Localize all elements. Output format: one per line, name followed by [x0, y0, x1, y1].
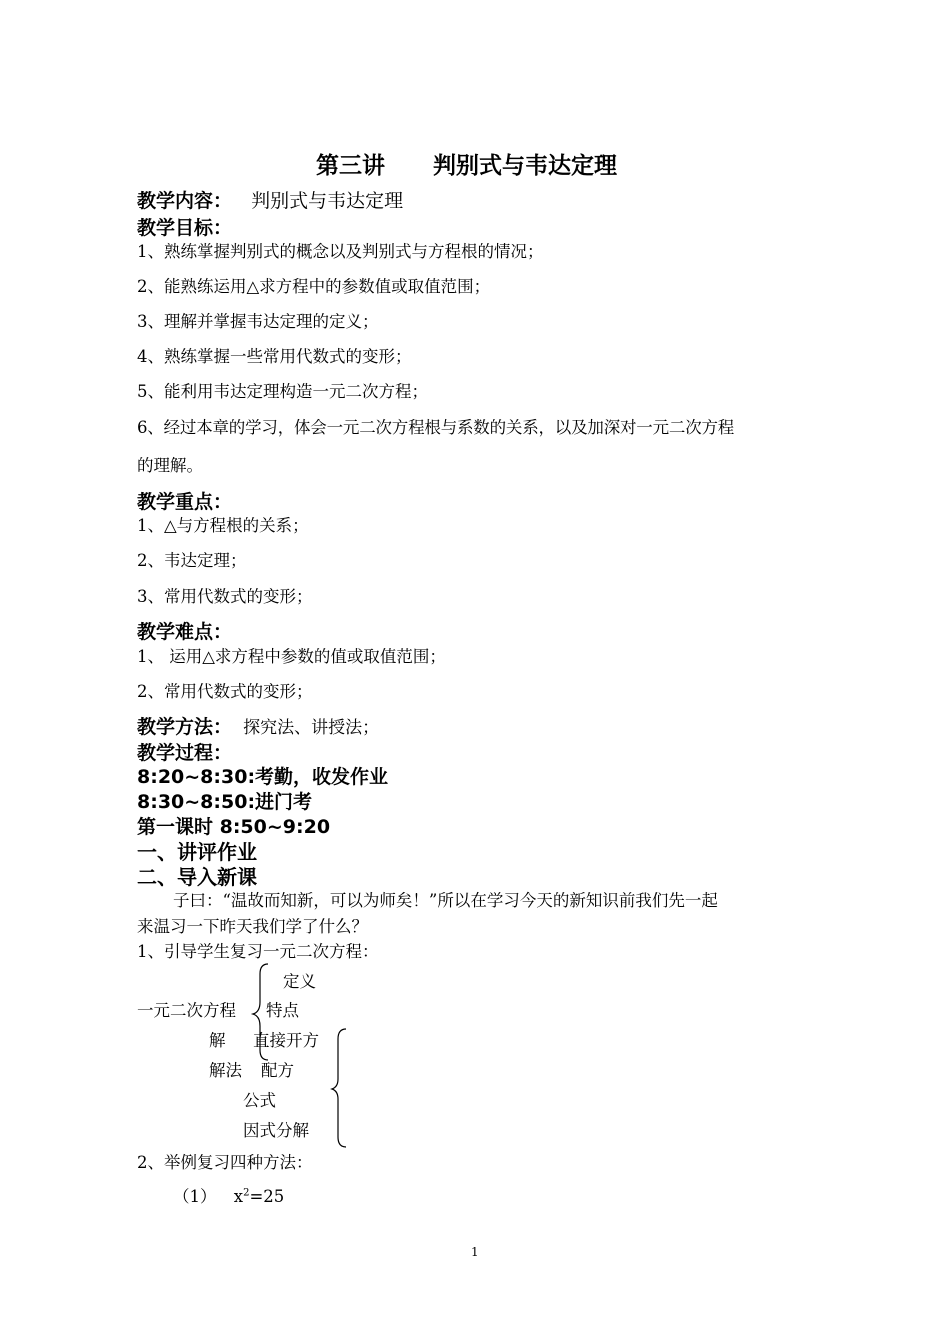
- example-1-equation: [234, 1187, 285, 1206]
- key-point-item: 2、韦达定理；: [137, 551, 247, 570]
- tree-method-item: 配方: [261, 1061, 294, 1080]
- example-1-rest: =25: [249, 1187, 285, 1206]
- intro-paragraph-line: 子曰：“温故而知新，可以为师矣！”所以在学习今天的新知识前我们先一起: [173, 891, 718, 910]
- key-point-item: 1、△与方程根的关系；: [137, 516, 309, 535]
- objective-item: 6、经过本章的学习，体会一元二次方程根与系数的关系，以及加深对一元二次方程: [137, 418, 735, 437]
- left-brace-large: [250, 962, 274, 1062]
- tree-method-item: 公式: [243, 1091, 276, 1110]
- tree-feature: 特点: [266, 1001, 299, 1020]
- tree-solve-method-label: 解法: [209, 1061, 242, 1080]
- key-points-heading: 教学重点：: [137, 491, 233, 513]
- intro-paragraph-line: 来温习一下昨天我们学了什么？: [137, 917, 368, 936]
- difficulty-item: 2、常用代数式的变形；: [137, 682, 313, 701]
- schedule-item: 8:20~8:30:考勤，收发作业: [137, 766, 389, 788]
- schedule-item: 第一课时 8:50~9:20: [137, 816, 331, 838]
- document-title: 第三讲 判别式与韦达定理: [316, 153, 618, 179]
- step-2-text: 2、举例复习四种方法：: [137, 1153, 313, 1172]
- difficulty-item: 1、 运用△求方程中参数的值或取值范围；: [137, 647, 446, 666]
- section-heading: 一、讲评作业: [137, 840, 257, 864]
- tree-method-item: 因式分解: [243, 1121, 309, 1140]
- page-number: 1: [471, 1245, 479, 1259]
- method-value: 探究法、讲授法；: [243, 718, 380, 738]
- objective-item: 的理解。: [137, 456, 203, 475]
- section-heading: 二、导入新课: [137, 865, 257, 889]
- process-heading: 教学过程：: [137, 742, 233, 764]
- example-1-label: （1）: [173, 1187, 217, 1206]
- difficulties-heading: 教学难点：: [137, 621, 233, 643]
- left-brace-methods: [330, 1027, 350, 1149]
- teaching-content-value: 判别式与韦达定理: [251, 190, 404, 212]
- tree-solve-label: 解: [209, 1031, 226, 1050]
- objective-item: 5、能利用韦达定理构造一元二次方程；: [137, 382, 428, 401]
- teaching-content-label: 教学内容：: [137, 190, 233, 212]
- example-1-base: x: [233, 1187, 244, 1206]
- schedule-item: 8:30~8:50:进门考: [137, 791, 313, 813]
- objective-item: 3、理解并掌握韦达定理的定义；: [137, 312, 379, 331]
- teaching-content-row: [137, 186, 403, 213]
- tree-method-item: 直接开方: [253, 1031, 319, 1050]
- objective-item: 2、能熟练运用△求方程中的参数值或取值范围；: [137, 277, 491, 296]
- key-point-item: 3、常用代数式的变形；: [137, 587, 313, 606]
- step-1-text: 1、引导学生复习一元二次方程：: [137, 942, 379, 961]
- example-1-exponent: 2: [243, 1187, 250, 1199]
- objective-item: 1、熟练掌握判别式的概念以及判别式与方程根的情况；: [137, 242, 544, 261]
- example-1: [173, 1183, 284, 1207]
- objectives-heading: 教学目标：: [137, 217, 233, 239]
- tree-root: 一元二次方程: [137, 1001, 236, 1020]
- objective-item: 4、熟练掌握一些常用代数式的变形；: [137, 347, 412, 366]
- tree-definition: 定义: [283, 972, 316, 991]
- method-label: 教学方法：: [137, 716, 233, 738]
- method-row: [137, 712, 379, 739]
